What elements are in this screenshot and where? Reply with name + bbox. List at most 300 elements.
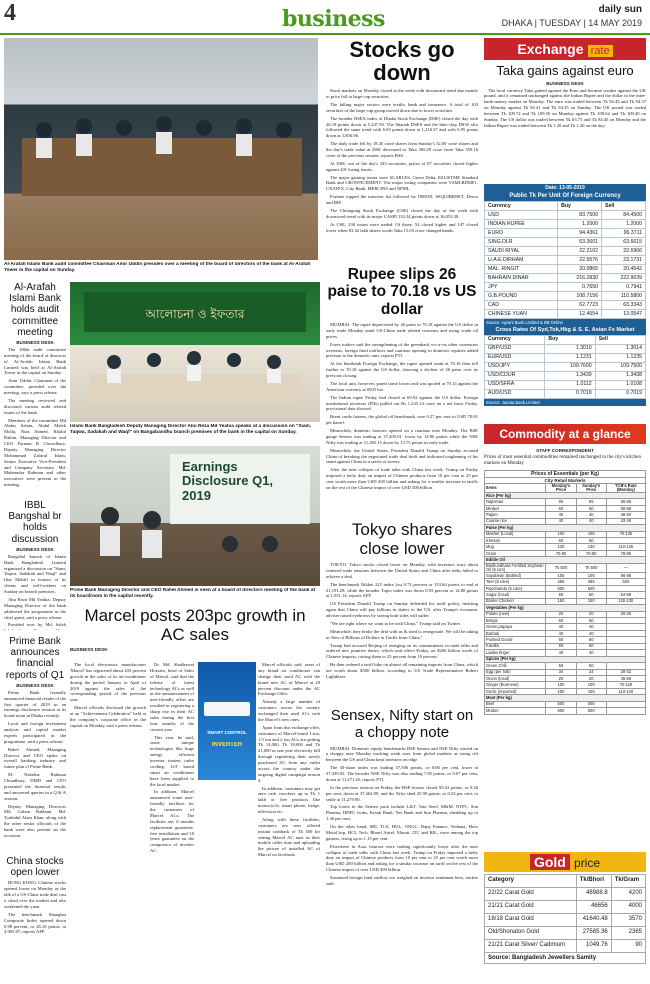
table-cell: 48-50 xyxy=(606,512,645,518)
gold-source: Source: Bangladesh Jewellers Samity xyxy=(484,953,646,964)
table-cell: 22.6576 xyxy=(558,256,602,265)
paragraph: MUMBAI: Domestic equity benchmarks BSE Sensex and NSE Nifty started on a choppy note Monday tracking weak cues from global markets as rising rift between the US and China kept investors on edge. xyxy=(326,745,478,763)
table-row xyxy=(485,362,646,371)
paragraph: Fortune topped the turnover list followed by ORION, SSQUIBBNET, Desco and IBP. xyxy=(326,194,478,206)
table-cell: Pointed Gourd xyxy=(485,637,546,643)
paragraph: The 186th audit committee meeting of the board of directors of Al-Arafah Islami Bank Limited was held at Al-Arafah Tower in the capital on Sunday. xyxy=(4,346,66,376)
table-cell: Old/Shonaton Gold xyxy=(485,927,577,940)
prime-headline: Prime Bank announces financial reports of Q1 xyxy=(5,636,65,681)
rupee-headline: Rupee slips 26 paise to 70.18 vs US dollar xyxy=(327,266,477,318)
paragraph: Brent crude futures, the global oil benchmark, rose 0.27 per cent to USD 70.81 per barrel. xyxy=(326,414,478,426)
table-cell: 0.7019 xyxy=(595,389,645,398)
table-cell: USD/JPY xyxy=(485,362,545,371)
paragraph: Stock markets on Monday closed at the week with downward trend due mainly to price fall in large-cap securities. xyxy=(326,88,478,100)
gold-price-table xyxy=(484,874,646,953)
column-header: Currency xyxy=(485,335,545,344)
paragraph: At DSE, out of the day's 343 securities, prices of 87 securities closed higher against 201 losing issues. xyxy=(326,160,478,172)
column-header: TCB's Rate (Monday) xyxy=(606,483,645,492)
paragraph: HONG KONG: Chinese stocks opened lower on Monday as the talk of a US-China trade deal cast a cloud over the market and also weakened the yuan. xyxy=(4,880,66,909)
paragraph: Apart from this exchange offer, customers of Marcel brand 1-ton, 1.5 ton and 2 ton ACs are getting Tk 14,000, Tk 18,000 and Tk 21,000 as one year electricity bill through registering their newly purchased AC from any outlet across the country under the ongoing digital campaign season 4. xyxy=(258,724,320,783)
commodity-title: Commodity at a glance xyxy=(499,427,631,441)
table-cell: 28-32 xyxy=(606,669,645,675)
table-cell: USD/CDUR xyxy=(485,371,545,380)
table-cell: Gram xyxy=(485,550,546,556)
table-cell: AUD/USD xyxy=(485,389,545,398)
issue-date: DHAKA | TUESDAY | 14 MAY 2019 xyxy=(501,18,642,28)
table-cell: 94.4361 xyxy=(558,229,602,238)
table-cell: 41640.48 xyxy=(576,914,611,927)
column-header: Tk/Gram xyxy=(611,875,645,888)
table-cell: 109.7500 xyxy=(595,362,645,371)
table-cell: 500 xyxy=(546,585,577,591)
table-cell: 100 xyxy=(576,531,606,537)
paragraph: Members of the committee Md Abdus Salam, Abdul Malek Molla, Niaz Ahmed, Khalid Rahim, Managing Director and CEO Farman R Chowdhury, Deputy Managing Director Mohammad Zahirul Islam, Senior Executive Vice-President and Company Secretary Md. Mahmudur Rahman and other executives were present in the meeting. xyxy=(4,417,66,488)
table-row xyxy=(485,927,646,940)
exchange-title-b: rate xyxy=(588,45,613,57)
table-cell: 50 xyxy=(576,663,606,669)
table-cell: 65 xyxy=(576,499,606,505)
table-cell: 22/22 Carat Gold xyxy=(485,888,577,901)
table-cell: CHINESE YUAN xyxy=(485,310,558,319)
china-headline: China stocks open lower xyxy=(6,856,64,879)
table-cell: Mug xyxy=(485,544,546,550)
paragraph: Presided over by Md. Saleh xyxy=(8,622,66,628)
table-cell: U.A.E DIRHAM xyxy=(485,256,558,265)
marcel-col-3 xyxy=(258,662,320,978)
commodity-subtitle: City Retail Markets xyxy=(484,477,646,483)
table-cell: 84.4500 xyxy=(602,211,646,220)
paragraph: M. Nahiduz Rahman Choudhury, DMD and CFO presented the financial results and answered queries in a Q & A session. xyxy=(4,772,66,801)
table-cell: EURO xyxy=(485,229,558,238)
header-rule xyxy=(0,33,650,35)
table-cell: 70-135 xyxy=(606,531,645,537)
table-cell: 34 xyxy=(546,669,577,675)
exchange-body xyxy=(484,88,646,129)
exchange-rate-banner xyxy=(484,38,646,60)
paragraph: The local unit, however, pared some losses and was quoted at 70.14 against the American currency at 0935 hrs. xyxy=(326,380,478,392)
table-cell: 150 xyxy=(546,598,577,604)
table-cell: Bashundhara Fortified Soybean Oil (5 Ltrs) xyxy=(485,563,546,572)
category-label: Vegetables (Per kg) xyxy=(485,605,646,611)
table-cell: Sugar (local) xyxy=(485,592,546,598)
table-cell: 70-80 xyxy=(546,550,577,556)
table-cell: 40 xyxy=(576,512,606,518)
paragraph: The daily trade fell by 18.45 crore shares from Sunday's 32.69 crore shares and the day's trade value at DSE decreased to Taka 365.09 crore from Taka 359.16 crore of the previous session, reports BSS. xyxy=(326,141,478,158)
paragraph: The 30-share index was trading 37,506 points, or 0.06 per cent, lower at 37,439.03. The broader NSE Nifty was also trading 7.85 points, or 0.07 per cent, down at 11,271.45, reports PTI. xyxy=(326,765,478,782)
table-cell: 63.3343 xyxy=(602,301,646,310)
column-header: Buy xyxy=(558,202,602,211)
gold-price-banner xyxy=(484,852,646,872)
table-cell: 40 xyxy=(576,624,606,630)
paragraph: Bangshal branch of Islami Bank Bangladesh Limited organised a discussion on "Siam, Taqwa, Sadakah and Waqf" and Iftar Mahfil in honour of its clients and well-wishers on Sunday on branch premises. xyxy=(4,553,66,594)
table-row xyxy=(485,238,646,247)
table-cell: Green papaya xyxy=(485,624,546,630)
board-members xyxy=(70,446,320,586)
table-cell: Karalla xyxy=(485,643,546,649)
table-row xyxy=(485,901,646,914)
table-cell: 100 xyxy=(576,682,606,688)
paragraph: Meanwhile, they broke the deal with us & tried to renegotiate. We will be taking in Tens of Billions of Dollars in Tariffs from China." xyxy=(326,628,478,640)
gold-title-b: price xyxy=(574,856,601,870)
paragraph: After the near collapse of trade talks with China last week, Trump on Friday imposed a hefty duty on import of Chinese products from 10 per cent to 25 per cent worth more than USD 200 billion and asking for a similar increase in tariffs on the rest of the Chinese import of over USD 300 billion. xyxy=(326,467,478,490)
table-cell: 105 xyxy=(576,572,606,578)
table-cell: BAHRAIN DINAR xyxy=(485,274,558,283)
table-row xyxy=(485,229,646,238)
table-cell: 56-58 xyxy=(606,505,645,511)
table-cell: 20 xyxy=(546,675,577,681)
table-row xyxy=(485,247,646,256)
paragraph: The Indian rupee Friday had closed at 69.92 against the US dollar. Foreign institutional investors (FIIs) pulled out Rs 1,245.14 crore on a net basis Friday, provisional data showed. xyxy=(326,394,478,412)
paragraph: Marcel officials said, users of any brand air conditioner can change their used AC with the brand new AC of Marcel at 20 percent discount under the AC Exchange Offer. xyxy=(258,662,320,697)
table-cell: 22.2102 xyxy=(558,247,602,256)
table-cell: 20 xyxy=(576,675,606,681)
paragraph: On the other hand, SBI, TCS, HUL, ONGC, Bajaj Finance, Vedanta, Hero MotoCorp, HCL Tech, Bharti Airtel, Maruti, ITC and RIL, were among the top gainers, rising up to 1.15 per cent. xyxy=(326,824,478,841)
table-cell: 222.9039 xyxy=(602,274,646,283)
table-cell: 600 xyxy=(546,708,577,714)
table-cell: 70-80 xyxy=(576,550,606,556)
gold-table-wrap xyxy=(484,874,646,980)
sensex-body xyxy=(326,746,478,887)
table-cell: 21/21 Carat Silver/ Cadmium xyxy=(485,940,577,953)
table-cell: Green Chili xyxy=(485,663,546,669)
table-row xyxy=(485,389,646,398)
ibbl-photo-caption: Islami Bank Bangladesh Deputy Managing Director Abu Reza Md Yeahia speaks at a discussion on "Siam, Taqwa, Sadakah and Waqf" on Bangabandhu branch premises of the bank in the capital on Sunday. xyxy=(70,424,312,435)
table-cell: Soyabean (Bottled) xyxy=(485,572,546,578)
discussion-stage-illustration xyxy=(70,282,320,422)
table-cell: Najirshail xyxy=(485,499,546,505)
tokyo-body xyxy=(326,562,478,680)
table2-title: Cross Rates Of Syd,Tok,Hkg & S. E. Asian Fx Market xyxy=(484,326,646,335)
table-row xyxy=(485,292,646,301)
paragraph: In the previous session on Friday, the BSE bourse closed 95.02 points, or 0.26 per cent, down at 37,462.99, and the Nifty shed 25.90 points, or 0.23 per cent, to settle at 11,279.90. xyxy=(326,784,478,802)
table-cell: 485 xyxy=(576,579,606,585)
table1-source: Source: Agrani Bank Limited & BB Online xyxy=(484,319,646,326)
table-cell: 96.3711 xyxy=(602,229,646,238)
table-cell: 48988.8 xyxy=(576,888,611,901)
table-cell: 60 xyxy=(546,618,577,624)
table1-title: Public Tk Per Unit Of Foreign Currency xyxy=(484,192,646,201)
table-cell: Mutton xyxy=(485,708,546,714)
table-row xyxy=(485,353,646,362)
table-cell: Coarse rice xyxy=(485,518,546,524)
table-cell: 60 xyxy=(576,505,606,511)
alarafah-headline: Al-Arafah Islami Bank holds audit committee meeting xyxy=(9,282,61,338)
table-cell: 500 xyxy=(576,585,606,591)
table-cell: 40 xyxy=(546,624,577,630)
table-cell: 0.7650 xyxy=(558,283,602,292)
column-header: Monday's Price xyxy=(546,483,577,492)
table-cell: 60 xyxy=(546,643,577,649)
prime-body xyxy=(4,690,66,839)
commodity-banner xyxy=(484,424,646,444)
table-cell: G.B.POUND xyxy=(485,292,558,301)
table-cell: 21/21 Carat Gold xyxy=(485,901,577,914)
table-cell: 20-25 xyxy=(606,611,645,617)
table-cell: 65 xyxy=(546,499,577,505)
table-row xyxy=(485,371,646,380)
prime-article xyxy=(4,636,66,850)
alarafah-byline: BUSINESS DESK xyxy=(16,339,54,345)
table-cell: 23.1731 xyxy=(602,256,646,265)
column-header: Sunday's Price xyxy=(576,483,606,492)
table-cell: 20 xyxy=(546,611,577,617)
paragraph: At the Interbank Foreign Exchange, the rupee opened weak at 70.16 then fell further to 70.18 against the US dollar, showing a decline of 26 paise over its previous closing. xyxy=(326,361,478,379)
table-cell: 60 xyxy=(576,618,606,624)
table-cell: 63.3601 xyxy=(558,238,602,247)
alarafah-photo-caption: Al-Arafah Islami Bank audit committee Chairman Amir Uddin presides over a meeting of the board of directors of the bank at Al-Arafah Tower in the capital on Sunday. xyxy=(4,262,311,273)
paragraph: The major gaining issues were SCARLES, Green Delta, ESLISTME Standard Bank and CROWNCEMENT. The major losing companies were VAMLBDMF1, CNATEX, City Bank, MERCINS and NPML. xyxy=(326,174,478,192)
table-row xyxy=(485,380,646,389)
table-cell: 60 xyxy=(576,643,606,649)
table-cell: 40 xyxy=(546,512,577,518)
paragraph: The benchmark Nikkei 225 index lost 0.72 percent or 153.64 points to end at 21,191.28, while the broader Topix index was down 0.93 percent or 14.80 points at 1,551.14, reports AFP. xyxy=(326,581,478,599)
table-cell: 46656 xyxy=(576,901,611,914)
inverter-label: INVERTER xyxy=(211,742,243,748)
column-header: Sell xyxy=(602,202,646,211)
table-cell: 110-120 xyxy=(606,688,645,694)
table-row xyxy=(485,344,646,353)
table-cell: 78-85 xyxy=(606,550,645,556)
china-article xyxy=(4,856,66,980)
table-cell: 500 xyxy=(576,701,606,707)
ibbl-body xyxy=(4,554,66,630)
table-cell: GBP/USD xyxy=(485,344,545,353)
table2-source: Source: Janata Bank Limited xyxy=(484,399,646,406)
table-cell: 1.1235 xyxy=(595,353,645,362)
paragraph: The local electronics manufacturer 'Marcel' has registered about 203 percent growth in the sales of its air-conditioner during the period January to April of 2019 against the sales of the corresponding period of the previous year. xyxy=(70,662,146,703)
paragraph: The benchmark Shanghai Composite Index opened down 0.98 percent, or 26.16 points, at 2,905.87, reports AFP. xyxy=(4,911,66,935)
ibbl-byline: BUSINESS DESK xyxy=(16,546,54,552)
table-row xyxy=(485,708,646,714)
table-cell: 100 xyxy=(576,688,606,694)
paragraph: The meeting reviewed and discussed various audit related issues of the bank. xyxy=(4,397,66,415)
prime-photo-caption: Prime Bank Managing Director and CEO Rahel Ahmed is seen at a board of directors meeting of the bank at its boardroom in the capital recently. xyxy=(70,588,316,599)
table-cell: 100 xyxy=(546,682,577,688)
table-cell: Masher (Local) xyxy=(485,531,546,537)
table-cell: 40 xyxy=(576,518,606,524)
section-title: business xyxy=(282,6,385,32)
marcel-byline: BUSINESS DESK xyxy=(70,647,108,653)
exchange-article xyxy=(484,64,646,182)
table-cell: 50 xyxy=(546,663,577,669)
tokyo-headline: Tokyo shares close lower xyxy=(351,520,453,559)
table-row xyxy=(485,940,646,953)
column-header: Category xyxy=(485,875,577,888)
table-cell: 60 xyxy=(546,538,577,544)
paragraph: The broader DSEX index of Dhaka Stock Exchange (DSE) closed the day with 26.19 points down at 5,247.93. The Shariah DSES and the blue-chip DS30 also followed the same trend with 6.65 points down at 1,216.37 and with 6.95 points down at 1,856.06. xyxy=(326,115,478,139)
earnings-banner: Earnings Disclosure Q1, 2019 xyxy=(182,460,274,503)
paragraph: Prime Bank formally announced financial results of the first quarter of 2019 in an earnings disclosure session at its board room in Dhaka recently. xyxy=(4,689,66,719)
table-cell: 485 xyxy=(546,579,577,585)
table-cell: 40 xyxy=(576,630,606,636)
table-cell: 86-88 xyxy=(606,572,645,578)
paragraph: Top losers in the Sensex pack include L&T, Tata Steel, M&M, NTPC, Sun Pharma, HDFC twins, Kotak Bank, Yes Bank and Sun Pharma, shedding up to 1.36 per cent. xyxy=(326,804,478,822)
svg-text:আলোচনা ও ইফতার: আলোচনা ও ইফতার xyxy=(145,307,245,321)
public-rate-table xyxy=(484,201,646,319)
commodity-table xyxy=(484,483,646,715)
table-cell xyxy=(606,708,645,714)
category-label: Rice (Per kg) xyxy=(485,492,646,498)
table-cell: Teer (5 Litre) xyxy=(485,579,546,585)
table-cell: Khesari xyxy=(485,538,546,544)
table-cell: 20 xyxy=(576,611,606,617)
table-cell: 600 xyxy=(576,708,606,714)
category-label: Meat (Per kg) xyxy=(485,695,646,701)
paragraph: Meanwhile, domestic bourses opened on a cautious note Monday. The BSE gauge Sensex was trading at 37,405.01, lower by 14.80 points while the NSE Nifty was trading at 11,265.15 down by 13.75 points in early trade. xyxy=(326,428,478,445)
table-cell: 34 xyxy=(576,669,606,675)
table-cell: 130 xyxy=(546,544,577,550)
paragraph: TOKYO: Tokyo stocks closed lower on Monday, with investors wary about renewed trade tensions between the United States and China after talks failed to achieve a deal. xyxy=(326,562,478,579)
meeting-room-illustration xyxy=(4,38,318,260)
table-cell: 120-130 xyxy=(606,598,645,604)
table-cell: 83.7500 xyxy=(558,211,602,220)
table-cell: 56-58 xyxy=(606,499,645,505)
paragraph: Elsewhere in Asia, bourses were trading significantly lower after the near collapse of trade talks with China last week, Trump on Friday imposed a hefty duty on import of Chinese products from 10 per cent to 25 per cent worth more than USD 200 billion and asking for a similar increase on tariff on the rest of the Chinese import of over USD 300 billion. xyxy=(326,843,478,873)
table-cell: Onion (local) xyxy=(485,675,546,681)
table-cell: Broiler Chicken xyxy=(485,598,546,604)
table-cell: 108.7156 xyxy=(558,292,602,301)
table-row xyxy=(485,914,646,927)
table-cell: 54-58 xyxy=(606,592,645,598)
table-cell: 1.3439 xyxy=(545,371,595,380)
masthead-brand: daily sun xyxy=(598,4,642,15)
paragraph: Trump had accused Beijing of reneging on its commitments in trade talks and ordered new punitive duties, which took effect Friday, on $200 billion worth of Chinese imports, raising them to 25 percent from 10 percent. xyxy=(326,642,478,660)
paragraph: Along with these facilities, customers are now offered instant cashback of Tk 300 for setting Marcel AC tune as their mobile caller tune and uploading the picture of installed AC of Marcel on facebook. xyxy=(258,816,320,858)
sensex-article xyxy=(326,708,478,980)
paragraph: Rahel Ahmed, Managing Director and CEO spoke on overall banking industry and future plan of Prime Bank. xyxy=(4,746,66,770)
category-label: Pulse (Per kg) xyxy=(485,525,646,531)
gold-title-a: Gold xyxy=(530,854,570,870)
paragraph: He then ordered a tariff hike on almost all remaining imports from China, which are worth about $300 billion, according to US Trade Representative Robert Lighthizer. xyxy=(326,662,478,679)
table-cell: 27585.36 xyxy=(576,927,611,940)
ibbl-article xyxy=(4,500,66,630)
category-label: Edible Oil xyxy=(485,557,646,563)
table-cell: MAL. RINGIT xyxy=(485,265,558,274)
commodity-byline: STAFF CORRESPONDENT xyxy=(536,448,594,453)
table-cell: 45-50 xyxy=(606,675,645,681)
table-cell: SAUDI RIYAL xyxy=(485,247,558,256)
table-cell: 1049.76 xyxy=(576,940,611,953)
table-cell: 1.2000 xyxy=(602,220,646,229)
cross-rate-table xyxy=(484,335,646,399)
table-row xyxy=(485,211,646,220)
table-cell: 150 xyxy=(576,598,606,604)
table-cell: 4200 xyxy=(611,888,645,901)
table-row xyxy=(485,888,646,901)
table-cell: 40 xyxy=(546,650,577,656)
paragraph: Deputy Managing Directors Md. Golam Rabbani, Md. Touhidul Alam Khan, along with the other senior officials of the bank were also present on the occasion. xyxy=(4,803,66,838)
paragraph: Meanwhile, the United States, President Donald Trump on Sunday accused China of breaking the negotiated trade deal draft and indicated toughening of his stand against China in a series of tweets. xyxy=(326,447,478,465)
paragraph: Amir Uddin, Chairman of the committee, presided over the meeting, says a press release. xyxy=(4,378,66,396)
category-label: Spices (Per kg) xyxy=(485,656,646,662)
table-cell: EUR/USD xyxy=(485,353,545,362)
paragraph: "We are right where we want to be with China," Trump said on Twitter. xyxy=(330,620,461,626)
paragraph: At CSE, 238 issues were traded. Of those, 54 closed higher and 147 closed lower when 83.42 lakh shares worth Taka 15.03 crore changed hands. xyxy=(326,221,478,233)
stocks-article xyxy=(326,38,478,262)
table-cell: 40 xyxy=(546,630,577,636)
smart-control-label: SMART CONTROL xyxy=(207,730,247,735)
table-cell: Brinjal xyxy=(485,618,546,624)
exchange-byline: BUSINESS DESK xyxy=(546,80,584,86)
table-cell: 1.3010 xyxy=(545,344,595,353)
prime-byline: BUSINESS DESK xyxy=(16,682,54,688)
table-cell: 60 xyxy=(546,592,577,598)
table-cell: Garlic (imported) xyxy=(485,688,546,694)
table-cell: Beef xyxy=(485,701,546,707)
table-cell: 60 xyxy=(546,505,577,511)
table-cell: 500 xyxy=(606,579,645,585)
table-cell: 63.6615 xyxy=(602,238,646,247)
table-cell: 20.4542 xyxy=(602,265,646,274)
paragraph: Forex traders said the strengthening of the greenback vis-a-vis other currencies overseas, foreign fund outflows and cautious opening in domestic equities added pressure to the domestic unit, reports PTI. xyxy=(326,341,478,359)
table-cell: 0.7019 xyxy=(545,389,595,398)
table-cell: 40 xyxy=(576,650,606,656)
exchange-title-a: Exchange xyxy=(517,41,584,57)
table-cell: — xyxy=(606,563,645,572)
column-header: Buy xyxy=(545,335,595,344)
table-cell: 1.3438 xyxy=(595,371,645,380)
table-cell: 90 xyxy=(611,940,645,953)
table-cell: 40 xyxy=(546,518,577,524)
table-cell: Ginger (Burmese) xyxy=(485,682,546,688)
table-cell: 70-120 xyxy=(606,682,645,688)
table-cell: 1.2000 xyxy=(558,220,602,229)
table-cell: SING.DLR xyxy=(485,238,558,247)
table-cell: 3570 xyxy=(611,914,645,927)
paragraph: Marcel officials disclosed the growth at an "Achievement Celebration" held at the company's corporate office in the capital on Monday, said a press release. xyxy=(70,705,146,728)
table-cell: INDIAN RUPEE xyxy=(485,220,558,229)
paragraph: MUMBAI: The rupee depreciated by 26 paise to 70.18 against the US dollar in early trade Monday amid US-China trade related concerns and rising crude oil prices. xyxy=(326,322,478,339)
table-cell: 1.0108 xyxy=(595,380,645,389)
table-cell: 60 xyxy=(576,538,606,544)
paragraph: The falling major sectors were textile, bank and insurance. A total of 103 securities of the large-cap group moved down due to lower activities. xyxy=(326,101,478,113)
table-cell: 4000 xyxy=(611,901,645,914)
commodity-table-title: Prices of Essentials (per Kg) xyxy=(484,470,646,477)
marcel-col-1 xyxy=(70,662,146,978)
paragraph: Sustained foreign fund outflow too weighed on investor sentiment here, traders said. xyxy=(326,875,478,886)
stocks-headline: Stocks go down xyxy=(349,38,455,86)
paragraph: This year, he said, some unique technologies like huge energy efficient inverter, ionizer, turbo cooling, IoT based smart air conditioner have been supplied to the local market. xyxy=(150,734,194,787)
exchange-rate-table xyxy=(484,184,646,420)
ac-unit xyxy=(204,702,250,716)
stocks-body xyxy=(326,88,478,233)
table-cell: 13.0547 xyxy=(602,310,646,319)
table-cell: 60 xyxy=(546,637,577,643)
alarafah-body xyxy=(4,347,66,488)
table-cell: 110-125 xyxy=(606,544,645,550)
table-row xyxy=(485,283,646,292)
paragraph: US President Donald Trump on Sunday defended his tariff policy, insisting again that China will pay billions in duties to the US, after Trump's economic adviser raised eyebrows by saying both sides will suffer. xyxy=(326,601,478,619)
table-cell: 100 xyxy=(546,531,577,537)
marcel-headline: Marcel posts 203pc growth in AC sales xyxy=(84,606,306,645)
table-cell: 20.0865 xyxy=(558,265,602,274)
column-header: Tk/Bhori xyxy=(576,875,611,888)
table-cell: 62.7723 xyxy=(558,301,602,310)
table-cell: 100 xyxy=(546,688,577,694)
column-header: Items xyxy=(485,483,546,492)
prime-photo xyxy=(70,446,320,586)
table-cell: Miniket xyxy=(485,505,546,511)
rupee-article xyxy=(326,266,478,518)
paragraph: Local and foreign investment analysts and capital market experts participated in the programme, said a press release. xyxy=(4,721,66,744)
column-header: Currency xyxy=(485,202,558,211)
ibbl-photo xyxy=(70,282,320,422)
marcel-ac-ad xyxy=(198,662,256,780)
table-cell: Tk 500 xyxy=(576,563,606,572)
paragraph: The Chittagong Stock Exchange (CSE) closed the day of the week with downward trend with its major CASPI 133.54 points down at 16,053.38. xyxy=(326,207,478,219)
table-cell: 18/18 Carat Gold xyxy=(485,914,577,927)
table-cell: 0.7941 xyxy=(602,283,646,292)
